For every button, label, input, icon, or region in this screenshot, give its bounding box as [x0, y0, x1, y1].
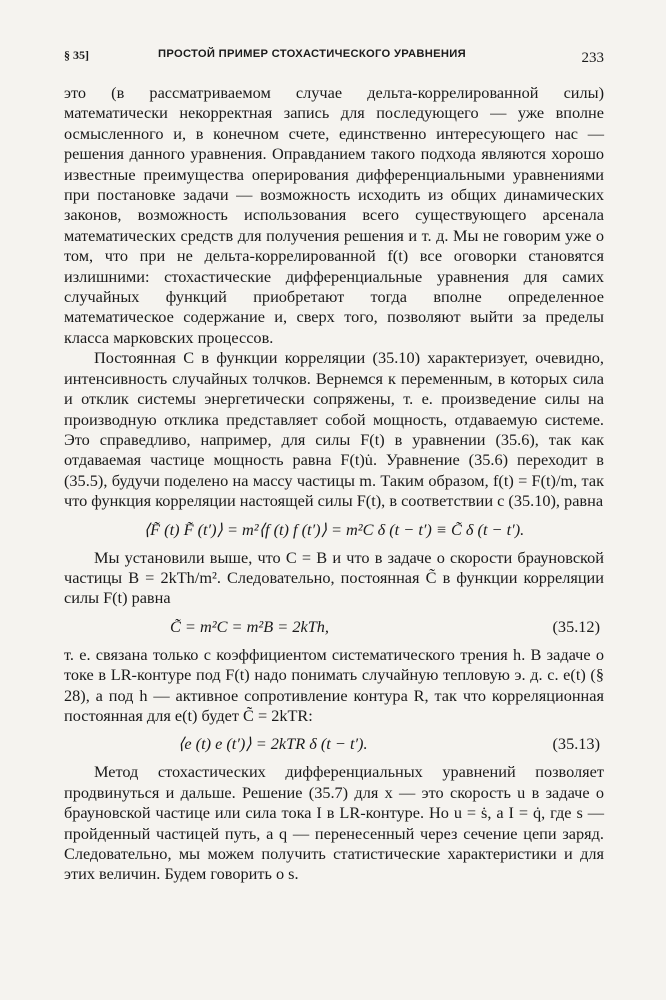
- formula-number: (35.12): [552, 616, 600, 636]
- formula-text: ⟨e (t) e (t′)⟩ = 2kTR δ (t − t′).: [178, 734, 368, 754]
- running-head: [64, 44, 604, 66]
- paragraph-2: Постоянная C в функции корреляции (35.10) характеризует, очевидно, интенсивность случайных толчков. Вернемся к переменным, в которых сила и отклик системы энергетически сопряжены, т. е. произведение силы на производную отклика представляет собой мощность, отдаваемую системе. Это справедливо, например, для силы F(t) в уравнении (35.6), так как отдаваемая частице мощность равна F(t)u̇. Уравнение (35.6) переходит в (35.5), будучи поделено на массу частицы m. Таким образом, f(t) = F(t)/m, так что функция корреляции настоящей силы F(t), в соответствии с (35.10), равна: [64, 348, 604, 511]
- paragraph-4: т. е. связана только с коэффициентом систематического трения h. В задаче о токе в LR-контуре под F(t) надо понимать случайную тепловую э. д. с. e(t) (§ 28), а под h — активное сопротивление контура R, так что корреляционная постоянная для e(t) будет C̃ = 2kTR:: [64, 644, 604, 725]
- section-marker: § 35]: [64, 48, 89, 62]
- formula-text: C̃ = m²C = m²B = 2kTh,: [170, 616, 329, 636]
- formula-35-12: [64, 614, 604, 640]
- page-number: 233: [581, 50, 604, 66]
- paragraph-1: это (в рассматриваемом случае дельта-коррелированной силы) математически некорректная запись для последующего — уже вполне осмысленного и, в конечном счете, единственно интересующего нас — решения данного уравнения. Оправданием такого подхода являются хорошо известные преимущества оперирования дифференциальными уравнениями при постановке задачи — возможность исходить из общих динамических законов, возможность использования всего существующего арсенала математических средств для получения решения и т. д. Мы не говорим уже о том, что при не дельта-коррелированной f(t) все оговорки становятся излишними: стохастические дифференциальные уравнения для самих случайных функций приобретают тогда вполне определенное математическое содержание и, сверх того, позволяют выйти за пределы класса марковских процессов.: [64, 83, 604, 347]
- formula-35-13: [64, 731, 604, 757]
- formula-number: (35.13): [552, 734, 600, 754]
- body-text: [64, 83, 604, 885]
- paragraph-3: Мы установили выше, что C = B и что в задаче о скорости брауновской частицы B = 2kTh/m². Следовательно, постоянная C̃ в функции корреляции силы F(t) равна: [64, 547, 604, 608]
- formula-correlation-force: [64, 517, 604, 543]
- paragraph-5: Метод стохастических дифференциальных уравнений позволяет продвинуться и дальше. Решение (35.7) для x — это скорость u в задаче о брауновской частице или сила тока I в LR-контуре. Но u = ṡ, а I = q̇, где s — пройденный частицей путь, а q — перенесенный через сечение цепи заряд. Следовательно, мы можем получить статистические характеристики и для этих величин. Будем говорить о s.: [64, 762, 604, 884]
- formula-text: ⟨F̃ (t) F̃ (t′)⟩ = m²⟨f (t) f (t′)⟩ = m²C δ (t − t′) ≡ C̃ δ (t − t′).: [143, 519, 525, 539]
- running-title: ПРОСТОЙ ПРИМЕР СТОХАСТИЧЕСКОГО УРАВНЕНИЯ: [158, 48, 466, 60]
